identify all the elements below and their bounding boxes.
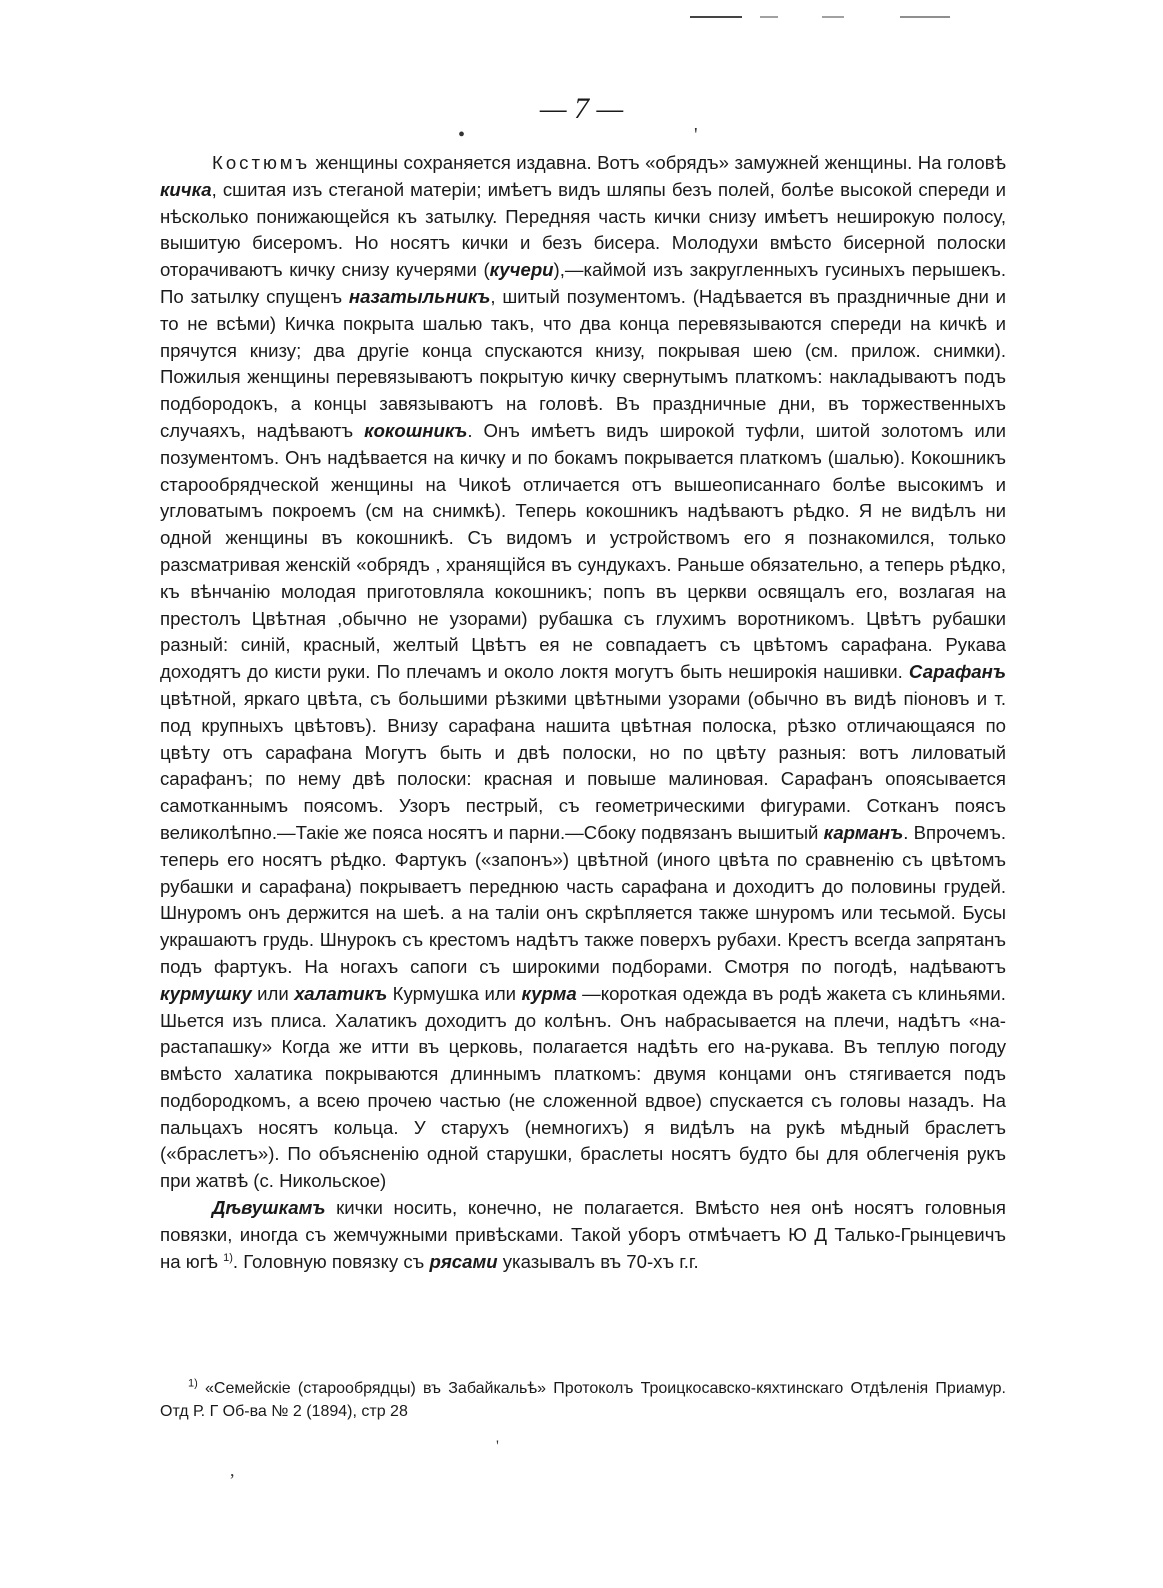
emphasized-term: курма — [521, 982, 577, 1004]
speck: , — [230, 1460, 235, 1480]
footnote — [160, 1378, 1006, 1423]
emphasized-term: карманъ — [823, 821, 904, 843]
text-run: или — [251, 982, 295, 1004]
speck: ' — [694, 124, 698, 146]
text-run: кички носить, конечно, не полагается. Вмѣсто нея онѣ носятъ головныя повязки, иногда съ жемчужными привѣсками. Такой уборъ отмѣчаетъ Ю Д Талько-Грынцевичъ на югѣ — [160, 1197, 1006, 1272]
text-run: указывалъ въ 70-хъ г.г. — [497, 1250, 699, 1272]
speck: • — [458, 124, 466, 146]
text-run: женщины сохраняется издавна. Вотъ «обрядъ» замужней женщины. На головѣ — [310, 152, 1006, 173]
page-number: — 7 — — [539, 92, 624, 125]
paragraph — [160, 150, 1006, 1195]
footnote-marker: 1) — [188, 1377, 198, 1390]
text-run: ),—каймой изъ закругленныхъ гусиныхъ перышекъ. По затылку спущенъ — [160, 259, 1007, 307]
emphasized-term: назатыльникъ — [348, 285, 491, 307]
emphasized-term: Сарафанъ — [908, 661, 1006, 683]
text-run: Костюмъ — [212, 152, 311, 173]
text-run: . Онъ имѣетъ видъ широкой туфли, шитой золотомъ или позументомъ. Онъ надѣвается на кичку и по бокамъ покрывается платкомъ (шалью). Кокошникъ старообрядческой женщины на Чикоѣ отличается отъ вышеописаннаго болѣе высокимъ и угловатымъ покроемъ (см на снимкѣ). Теперь кокошникъ надѣваютъ рѣдко. Я не видѣлъ ни одной женщины въ кокошникѣ. Съ видомъ и устройствомъ его я познакомился, только разсматривая женскій «обрядъ , хранящійся въ сундукахъ. Раньше обязательно, а теперь рѣдко, къ вѣнчанію молодая приготовляла кокошникъ; попъ въ церкви освящалъ его, возлагая на престолъ Цвѣтная ,обычно не узорами) рубашка съ глухимъ воротникомъ. Цвѣтъ рубашки разный: синій, красный, желтый Цвѣтъ ея не совпадаетъ съ цвѣтомъ сарафана. Рукава доходятъ до кисти руки. По плечамъ и около локтя могутъ быть неширокія нашивки. — [160, 419, 1006, 683]
header-rule — [760, 16, 778, 18]
emphasized-term: кичка — [160, 178, 212, 200]
text-run: , сшитая изъ стеганой матеріи; имѣетъ видъ шляпы безъ полей, болѣе высокой спереди и нѣсколько понижающейся къ затылку. Передняя часть кички снизу имѣетъ неширокую полосу, вышитую бисеромъ. Но носятъ кички и безъ бисера. Молодухи вмѣсто бисерной полоски оторачиваютъ кичку снизу кучерями ( — [160, 178, 1006, 281]
header-rule — [900, 16, 950, 18]
text-run: , шитый позументомъ. (Надѣвается въ праздничные дни и то не всѣми) Кичка покрыта шалью такъ, что два конца перевязываются спереди на кичкѣ и прячутся книзу; два другіе конца спускаются книзу, покрывая шею (см. прилож. снимки). Пожилыя женщины перевязываютъ покрытую кичку свернутымъ платкомъ: накладываютъ подъ подбородокъ, а концы завязываютъ на головѣ. Въ праздничные дни, въ торжественныхъ случаяхъ, надѣваютъ — [160, 285, 1006, 441]
emphasized-term: рясами — [429, 1250, 498, 1272]
paragraph — [160, 1195, 1006, 1275]
header-rule — [690, 16, 742, 18]
emphasized-term: халатикъ — [294, 982, 388, 1004]
emphasized-term: кокошникъ — [364, 419, 468, 441]
header-rule — [822, 16, 844, 18]
footnote-ref: 1) — [223, 1251, 233, 1264]
body-text — [160, 150, 1006, 1275]
emphasized-term: курмушку — [160, 982, 252, 1004]
footnote-text: «Семейскіе (старообрядцы) въ Забайкальѣ» Протоколъ Троицкосавско-кяхтинскаго Отдѣленія Приамур. Отд Р. Г Об-ва № 2 (1894), стр 28 — [160, 1380, 1006, 1420]
text-run: . Впрочемъ. теперь его носятъ рѣдко. Фартукъ («запонъ») цвѣтной (иного цвѣта по сравненію съ цвѣтомъ рубашки и сарафана) покрываетъ переднюю часть сарафана и доходитъ до половины грудей. Шнуромъ онъ держится на шеѣ. а на таліи онъ скрѣпляется также шнуромъ или тесьмой. Бусы украшаютъ грудь. Шнурокъ съ крестомъ надѣтъ также поверхъ рубахи. Крестъ всегда запрятанъ подъ фартукъ. На ногахъ сапоги съ широкими подборами. Смотря по погодѣ, надѣваютъ — [160, 821, 1006, 977]
text-run: . Головную повязку съ — [232, 1250, 430, 1272]
text-run: Курмушка или — [387, 982, 522, 1004]
text-run: —короткая одежда въ родѣ жакета съ клиньями. Шьется изъ плиса. Халатикъ доходитъ до колѣнъ. Онъ набрасывается на плечи, надѣтъ «на-растапашку» Когда же итти въ церковь, полагается надѣть его на-рукава. Въ теплую погоду вмѣсто халатика покрываются длиннымъ платкомъ: двумя концами онъ стягивается подъ подбородкомъ, а всею прочею частью (не сложенной вдвое) спускается съ головы назадъ. На пальцахъ носятъ кольца. У старухъ (немногихъ) я видѣлъ на рукѣ мѣдный браслетъ («браслетъ»). По объясненію одной старушки, браслеты носятъ будто бы для облегченія рукъ при жатвѣ (с. Никольское) — [160, 982, 1006, 1192]
text-run: цвѣтной, яркаго цвѣта, съ большими рѣзкими цвѣтными узорами (обычно въ видѣ піоновъ и т. под крупныхъ цвѣтовъ). Внизу сарафана нашита цвѣтная полоска, рѣзко отличающаяся по цвѣту отъ сарафана Могутъ быть и двѣ полоски, но по цвѣту разныя: вотъ лиловатый сарафанъ; по нему двѣ полоски: красная и повыше малиновая. Сарафанъ опоясывается самотканнымъ поясомъ. Узоръ пестрый, съ геометрическими фигурами. Сотканъ поясъ великолѣпно.—Такіе же пояса носятъ и парни.—Сбоку подвязанъ вышитый — [160, 687, 1006, 843]
emphasized-term: Дѣвушкамъ — [212, 1197, 326, 1219]
emphasized-term: кучери — [489, 259, 554, 281]
speck: ' — [496, 1438, 499, 1455]
